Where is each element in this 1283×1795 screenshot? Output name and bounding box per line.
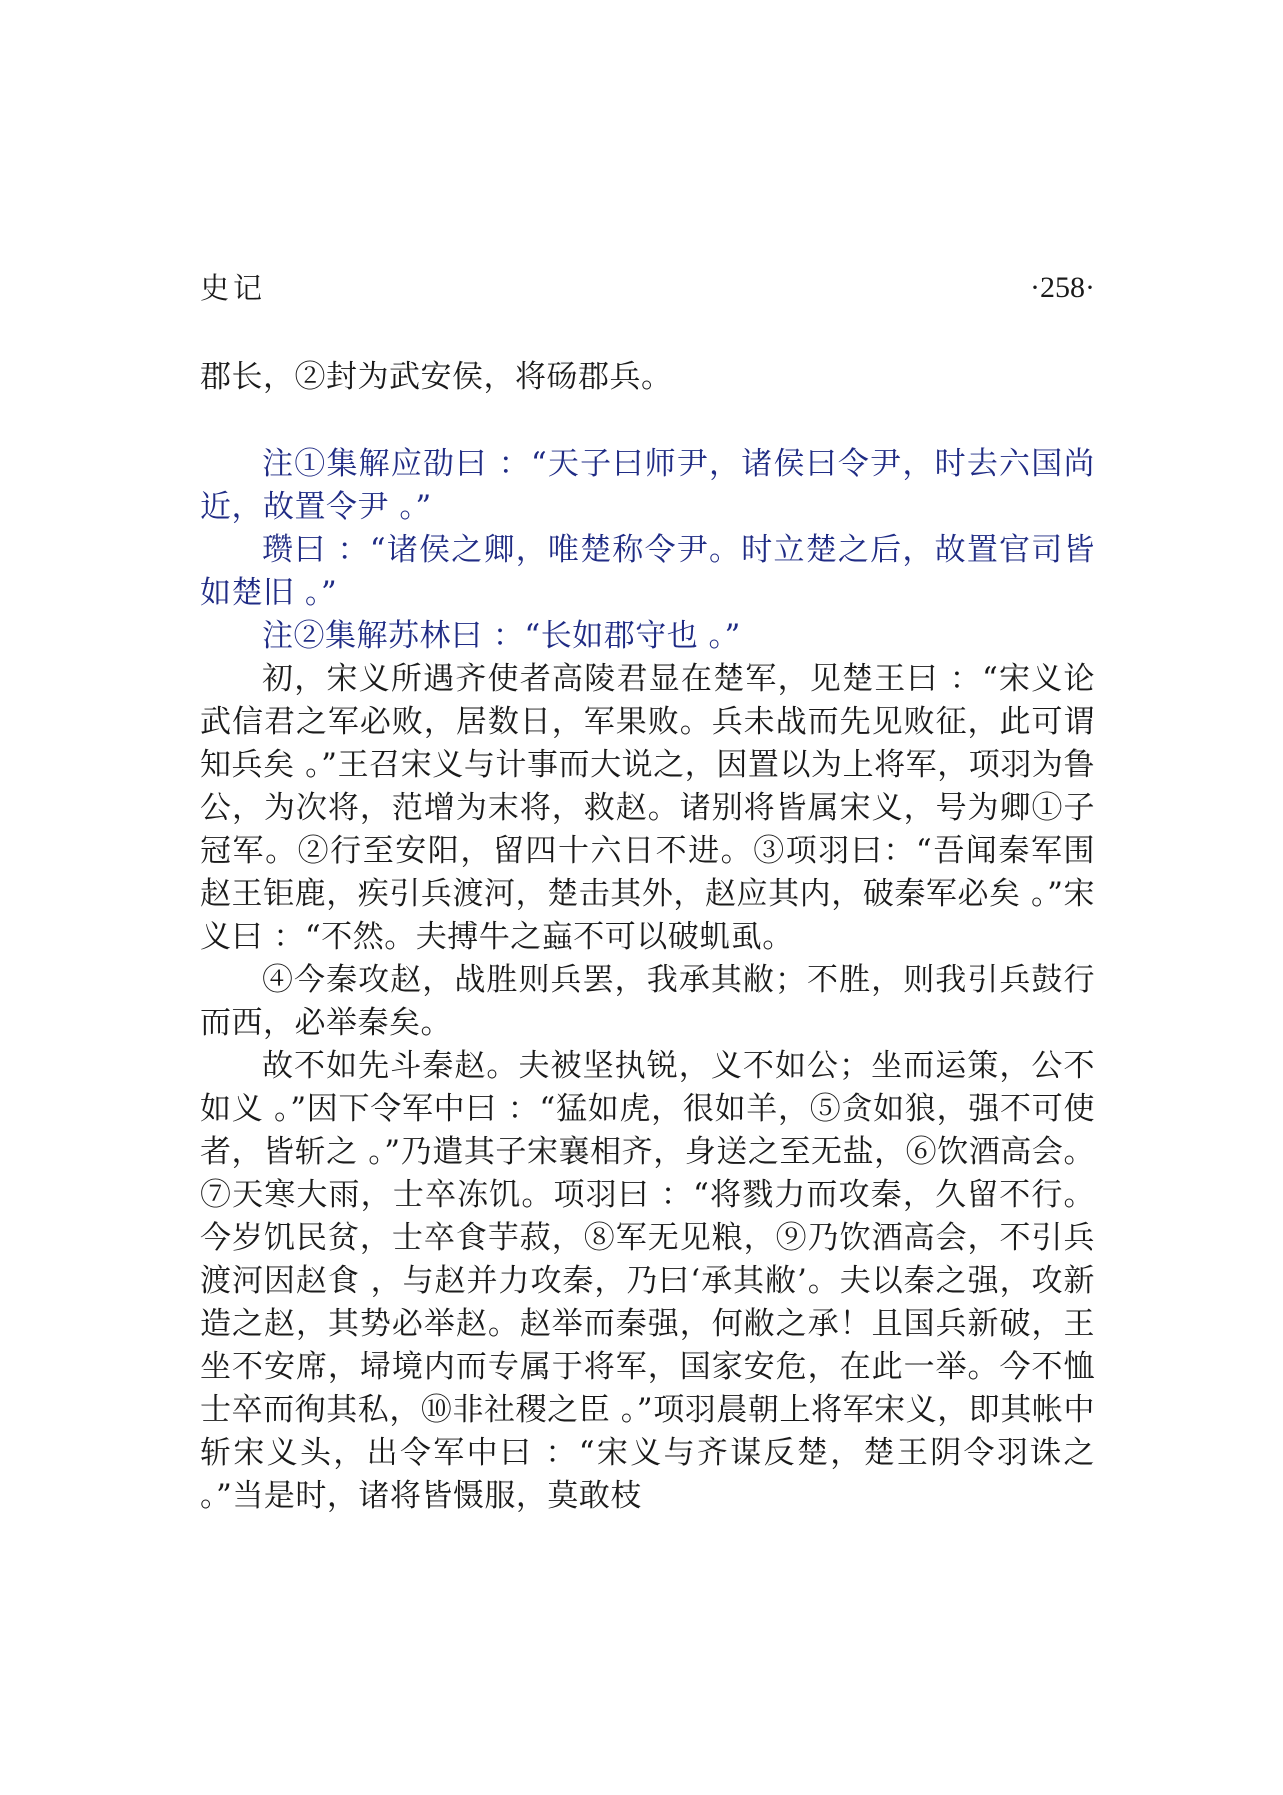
paragraph-continuation: 郡长，②封为武安侯，将砀郡兵。 [200,359,673,395]
body-paragraph: ④今秦攻赵，战胜则兵罢，我承其敝；不胜，则我引兵鼓行而西，必举秦矣。 [200,962,1095,1041]
body-paragraph: 初，宋义所遇齐使者高陵君显在楚军，见楚王曰 ：“宋义论武信君之军必败，居数日，军果败。兵未战而先见败征，此可谓知兵矣 。”王召宋义与计事而大说之，因置以为上将军，项羽为鲁公，为次将，范增为末将，救赵。诸别将皆属宋义，号为卿①子冠军。②行至安阳，留四十六日不进。③项羽曰：“吾闻秦军围赵王钜鹿，疾引兵渡河，楚击其外，赵应其内，破秦军必矣 。”宋义曰 ：“不然。夫搏牛之蝱不可以破虮虱。 [200,661,1095,955]
annotation-note: 注②集解苏林曰 ：“长如郡守也 。” [262,618,741,654]
page-body [200,356,1095,1518]
running-header [200,268,1095,308]
annotation-note: 瓒曰 ：“诸侯之卿，唯楚称令尹。时立楚之后，故置官司皆如楚旧 。” [200,532,1095,611]
page-number: ·258· [1030,271,1095,304]
body-paragraph: 故不如先斗秦赵。夫被坚执锐，义不如公；坐而运策，公不如义 。”因下令军中曰 ：“猛如虎，很如羊，⑤贪如狼，强不可使者，皆斩之 。”乃遣其子宋襄相齐，身送之至无盐，⑥饮酒高会。⑦天寒大雨，士卒冻饥。项羽曰 ：“将戮力而攻秦，久留不行。今岁饥民贫，士卒食芋菽，⑧军无见粮，⑨乃饮酒高会，不引兵渡河因赵食 ，与赵并力攻秦，乃曰‘承其敝’。夫以秦之强，攻新造之赵，其势必举赵。赵举而秦强，何敝之承！且国兵新破，王坐不安席，埽境内而专属于将军，国家安危，在此一举。今不恤士卒而徇其私，⑩非社稷之臣 。”项羽晨朝上将军宋义，即其帐中斩宋义头，出令军中曰 ：“宋义与齐谋反楚，楚王阴令羽诛之 。”当是时，诸将皆慑服，莫敢枝 [200,1048,1095,1514]
book-page [200,0,1095,1795]
book-title: 史记 [200,271,267,305]
annotation-note: 注①集解应劭曰 ：“天子曰师尹，诸侯曰令尹，时去六国尚近，故置令尹 。” [200,446,1095,525]
